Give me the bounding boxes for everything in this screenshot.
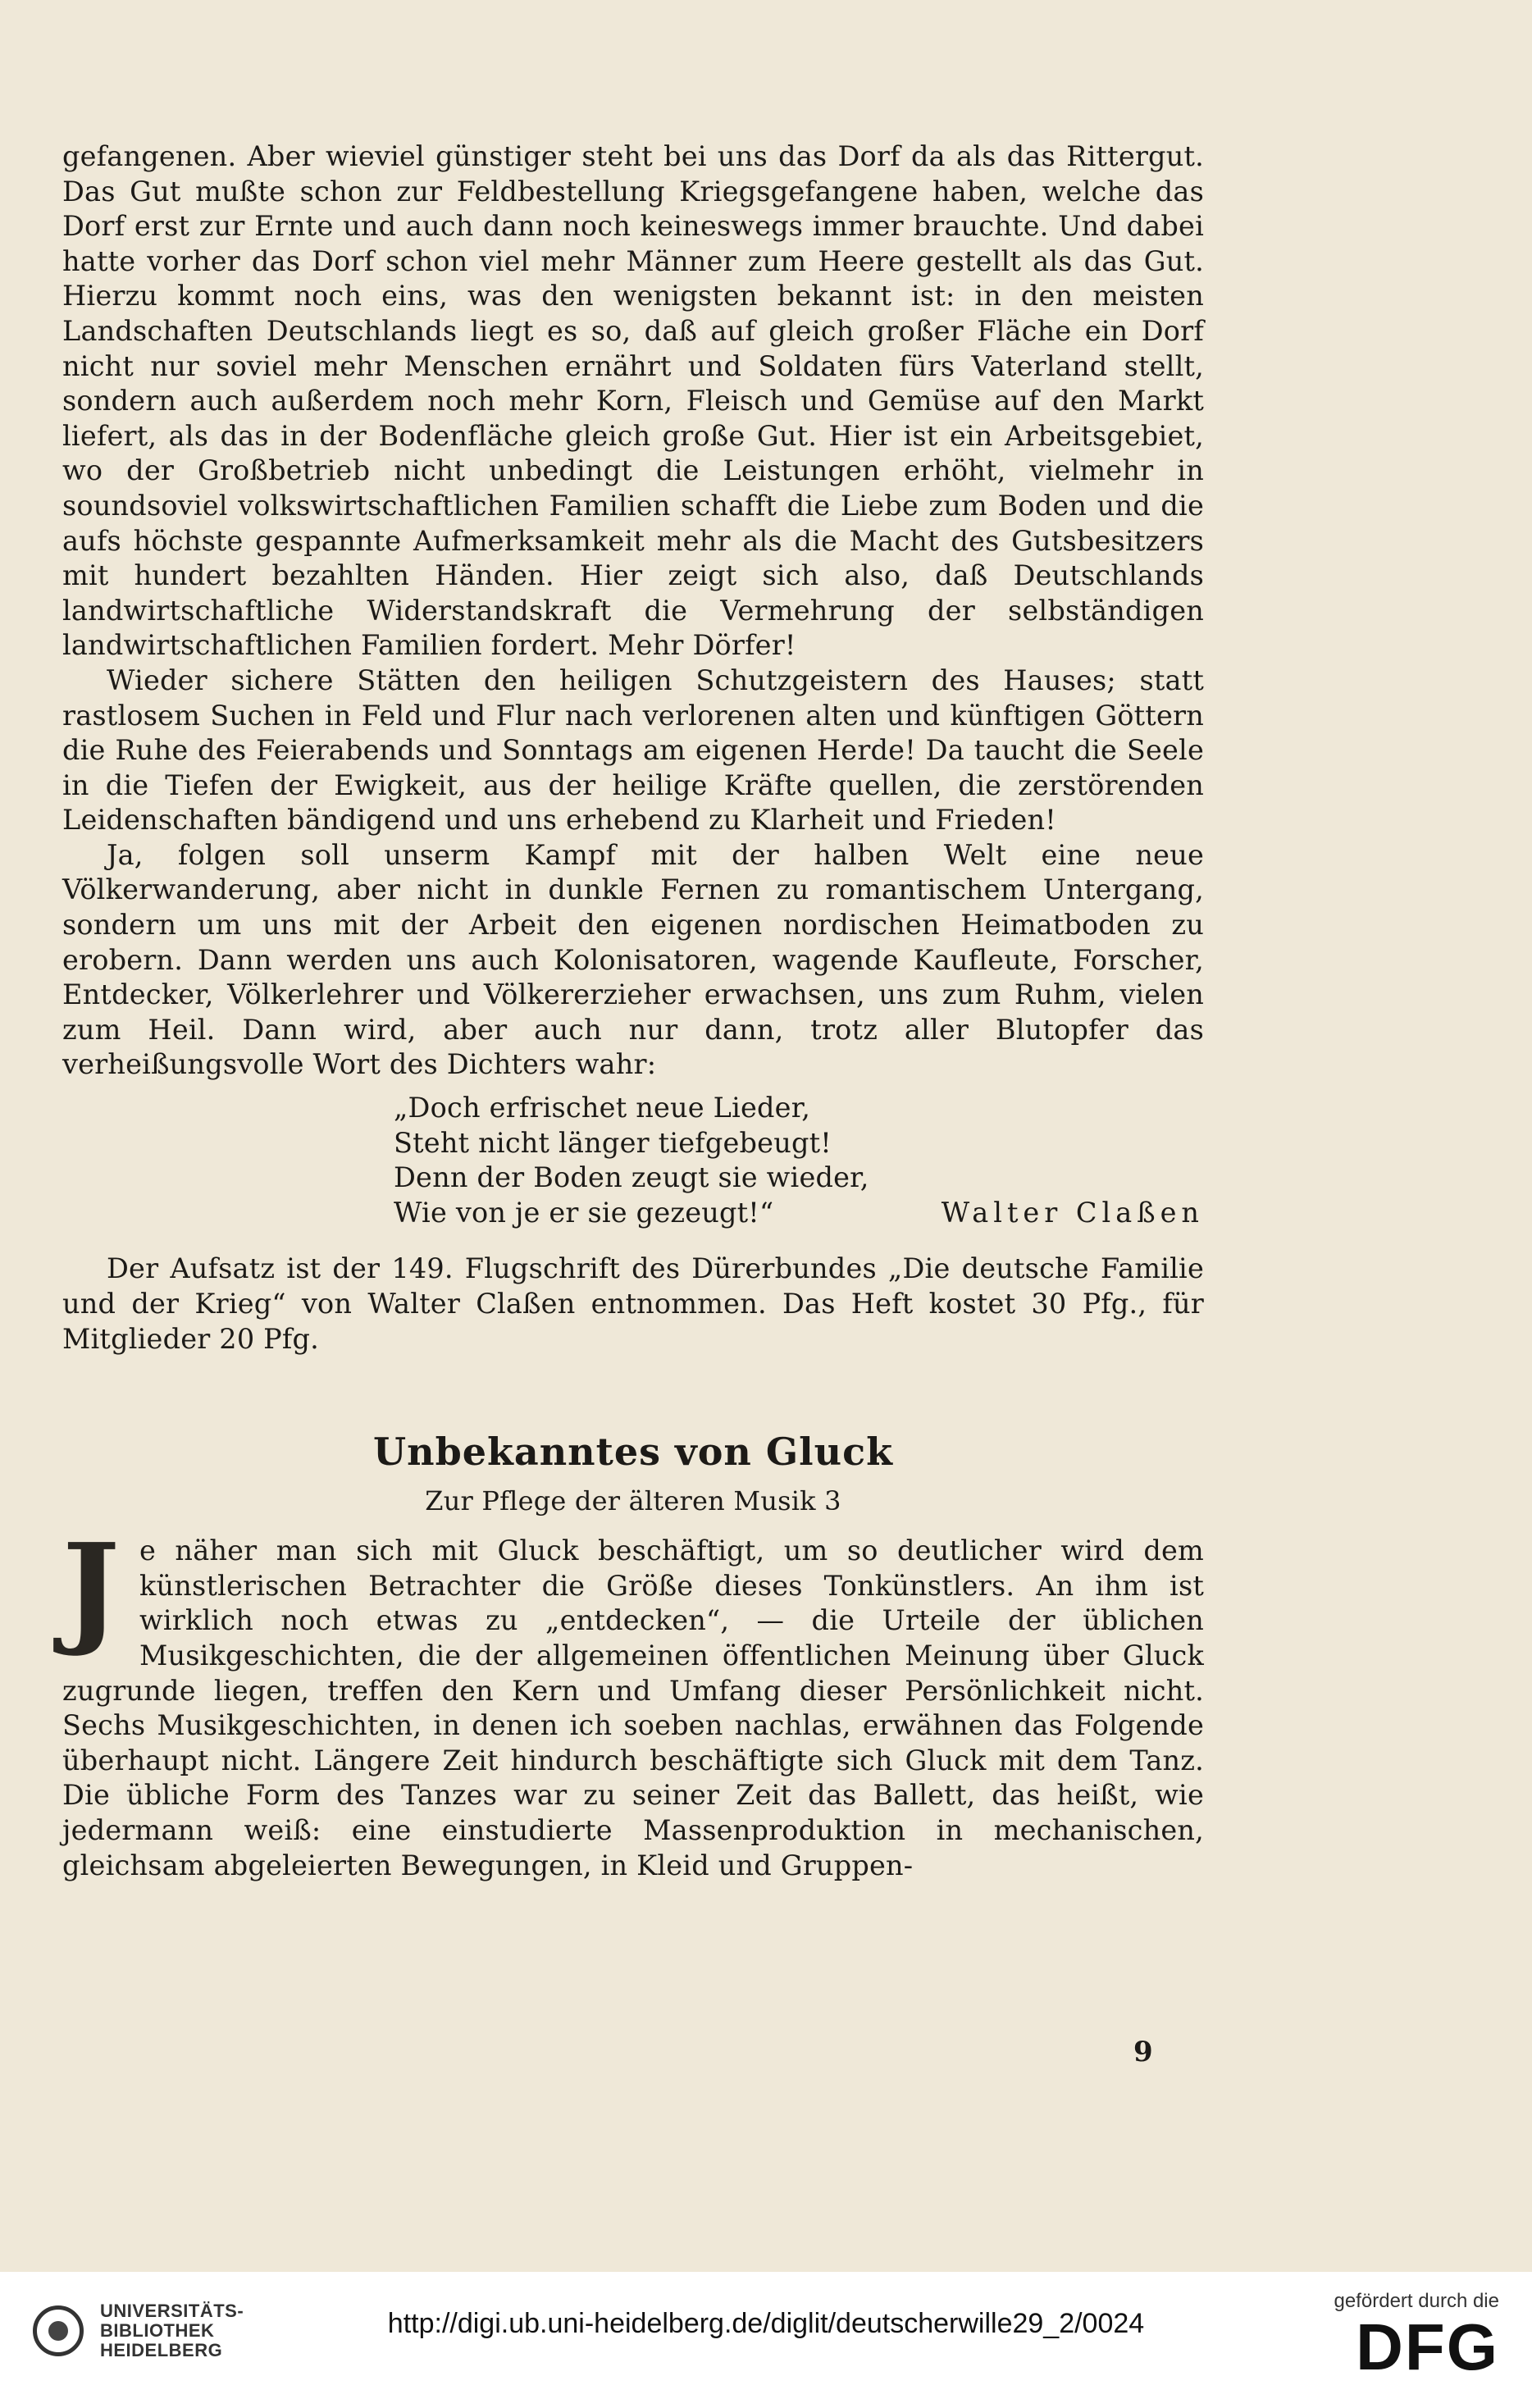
source-url-link[interactable]: http://digi.ub.uni-heidelberg.de/diglit/deutscherwille29_2/0024 — [387, 2308, 1145, 2339]
poem — [394, 1091, 1204, 1230]
drop-cap: J — [62, 1516, 121, 1660]
body-paragraph-1: gefangenen. Aber wieviel günstiger steht bei uns das Dorf da als das Rittergut. Das Gut mußte schon zur Feldbestellung Kriegsgefangene haben, welche das Dorf erst zur Ernte und auch dann noch keineswegs immer brauchte. Und dabei hatte vorher das Dorf schon viel mehr Männer zum Heere gestellt als das Gut. Hierzu kommt noch eins, was den wenigsten bekannt ist: in den meisten Landschaften Deutschlands liegt es so, daß auf gleich großer Fläche ein Dorf nicht nur soviel mehr Menschen ernährt und Soldaten fürs Vaterland stellt, sondern auch außerdem noch mehr Korn, Fleisch und Gemüse auf den Markt liefert, als das in der Bodenfläche gleich große Gut. Hier ist ein Arbeitsgebiet, wo der Großbetrieb nicht unbedingt die Leistungen erhöht, vielmehr in soundsoviel volkswirtschaftlichen Familien schafft die Liebe zum Boden und die aufs höchste gespannte Aufmerksamkeit mehr als die Macht des Gutsbesitzers mit hundert bezahlten Händen. Hier zeigt sich also, daß Deutschlands landwirtschaftliche Widerstandskraft die Vermehrung der selbständigen landwirtschaftlichen Familien fordert. Mehr Dörfer! — [62, 140, 1204, 662]
article-subtitle: Zur Pflege der älteren Musik 3 — [425, 1485, 841, 1517]
body-paragraph-3: Ja, folgen soll unserm Kampf mit der halben Welt eine neue Völkerwanderung, aber nicht in dunkle Fernen zu romantischem Untergang, sondern um uns mit der Arbeit den eigenen nordischen Heimatboden zu erobern. Dann werden uns auch Kolonisatoren, wagende Kaufleute, Forscher, Entdecker, Völkerlehrer und Völkererzieher erwachsen, uns zum Ruhm, vielen zum Heil. Dann wird, aber auch nur dann, trotz aller Blutopfer das verheißungsvolle Wort des Dichters wahr: — [62, 838, 1204, 1081]
dfg-logo: DFG — [1356, 2310, 1499, 2383]
text-column — [62, 139, 1204, 1883]
body-paragraph-2: Wieder sichere Stätten den heiligen Schutzgeistern des Hauses; statt rastlosem Suchen in Feld und Flur nach verlorenen alten und künftigen Göttern die Ruhe des Feierabends und Sonntags am eigenen Herde! Da taucht die Seele in die Tiefen der Ewigkeit, aus der heilige Kräfte quellen, die zerstörenden Leidenschaften bändigend und uns erhebend zu Klarheit und Frieden! — [62, 664, 1204, 837]
poem-line-2: Steht nicht länger tiefgebeugt! — [394, 1126, 832, 1159]
article-title: Unbekanntes von Gluck — [373, 1430, 893, 1475]
library-name-line-1: UNIVERSITÄTS- — [100, 2301, 244, 2321]
library-name-line-3: HEIDELBERG — [100, 2340, 223, 2360]
poem-line-3: Denn der Boden zeugt sie wieder, — [394, 1161, 869, 1194]
poem-author: Walter Claßen — [941, 1196, 1204, 1229]
page-number: 9 — [1133, 2036, 1153, 2068]
article-paragraph: e näher man sich mit Gluck beschäftigt, um so deutlicher wird dem künstlerischen Betrachter die Größe dieses Tonkünstlers. An ihm ist wirklich noch etwas zu „entdecken“, — die Urteile der üblichen Musikgeschichten, die der allgemeinen öffentlichen Meinung über Gluck zugrunde liegen, treffen den Kern und Umfang dieser Persönlichkeit nicht. Sechs Musikgeschichten, in denen ich soeben nachlas, erwähnen das Folgende überhaupt nicht. Längere Zeit hindurch beschäftigte sich Gluck mit dem Tanz. Die übliche Form des Tanzes war zu seiner Zeit das Ballett, das heißt, wie jedermann weiß: eine einstudierte Massenproduktion in mechanischen, gleichsam abgeleierten Bewegungen, in Kleid und Gruppen- — [62, 1535, 1204, 1881]
source-note: Der Aufsatz ist der 149. Flugschrift des Dürerbundes „Die deutsche Familie und der Krieg“ von Walter Claßen entnommen. Das Heft kostet 30 Pfg., für Mitglieder 20 Pfg. — [62, 1252, 1204, 1355]
funded-by-text: gefördert durch die — [1334, 2290, 1499, 2312]
footer-bar — [0, 2272, 1532, 2408]
funder-block — [1334, 2290, 1499, 2382]
article-body — [62, 1516, 1204, 1883]
poem-line-1: „Doch erfrischet neue Lieder, — [394, 1092, 811, 1124]
poem-line-4: Wie von je er sie gezeugt!“ — [394, 1196, 774, 1229]
library-name-line-2: BIBLIOTHEK — [100, 2320, 215, 2341]
